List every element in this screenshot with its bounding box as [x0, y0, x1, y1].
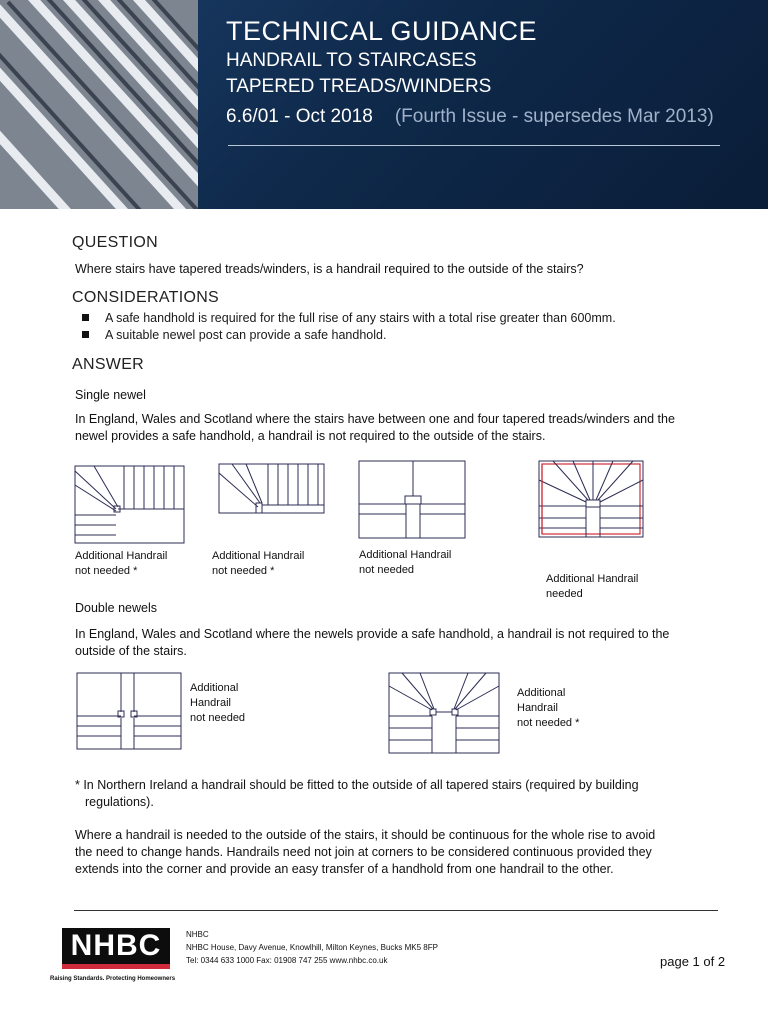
- page-number: page 1 of 2: [660, 954, 726, 969]
- footer-divider: [74, 910, 718, 911]
- stair-diagram-double-2: [388, 672, 502, 756]
- diagram-caption: Additional Handrail needed: [546, 573, 639, 600]
- stair-diagram-double-1: [76, 672, 184, 752]
- diagram-caption: Additional Handrail not needed: [359, 549, 452, 576]
- logo-tagline: Raising Standards. Protecting Homeowners: [50, 976, 176, 982]
- double-newels-heading: Double newels: [75, 601, 157, 615]
- consideration-item: A safe handhold is required for the full rise of any stairs with a total rise greater than 600mm.: [82, 310, 616, 327]
- diagram-caption: Additional Handrail not needed *: [517, 687, 580, 729]
- header-photo: [0, 0, 198, 209]
- footnote-text: * In Northern Ireland a handrail should be fitted to the outside of all tapered stairs (required by building regulations).: [75, 778, 639, 809]
- footer-address-block: [186, 928, 438, 967]
- diagram-caption: Additional Handrail not needed *: [75, 550, 168, 577]
- supersedes-note: (Fourth Issue - supersedes Mar 2013): [394, 106, 714, 127]
- footer-contact: Tel: 0344 633 1000 Fax: 01908 747 255 www.nhbc.co.uk: [186, 956, 388, 965]
- page-subtitle-1: HANDRAIL TO STAIRCASES: [226, 50, 477, 71]
- issue-line: [226, 104, 714, 130]
- diagram-caption: Additional Handrail not needed: [190, 682, 246, 724]
- answer-heading: ANSWER: [72, 356, 145, 373]
- footer-address: NHBC House, Davy Avenue, Knowlhill, Milton Keynes, Bucks MK5 8FP: [186, 943, 438, 952]
- closing-text: Where a handrail is needed to the outside of the stairs, it should be continuous for the whole rise to avoid the need to change hands. Handrails need not join at corners to be considered continuous provided they extends into the corner and provide an easy transfer of a handhold from one handrail to the other.: [75, 828, 656, 876]
- page-subtitle-2: TAPERED TREADS/WINDERS: [226, 76, 492, 97]
- double-newels-text: In England, Wales and Scotland where the newels provide a safe handhold, a handrail is not required to the outside of the stairs.: [75, 627, 670, 658]
- header-divider: [228, 145, 720, 146]
- header-text: [226, 14, 714, 130]
- footer-org: NHBC: [186, 930, 209, 939]
- header-banner: [0, 0, 768, 209]
- stair-diagram-single-1: [74, 465, 186, 545]
- nhbc-logo: NHBC: [62, 928, 170, 964]
- single-newel-text: In England, Wales and Scotland where the stairs have between one and four tapered treads/winders and the newel provides a safe handhold, a handrail is not required to the outside of the stairs.: [75, 412, 675, 443]
- diagram-caption: Additional Handrail not needed *: [212, 550, 305, 577]
- bullet-icon: [82, 314, 89, 321]
- logo-accent-bar: [62, 964, 170, 969]
- stair-diagram-single-3: [358, 460, 468, 540]
- question-heading: QUESTION: [72, 234, 158, 251]
- stair-diagram-single-2: [218, 463, 326, 515]
- issue-number: 6.6/01 - Oct 2018: [226, 106, 373, 127]
- question-text: Where stairs have tapered treads/winders, is a handrail required to the outside of the stairs?: [75, 262, 584, 276]
- consideration-item: A suitable newel post can provide a safe handhold.: [82, 327, 386, 344]
- single-newel-heading: Single newel: [75, 388, 146, 402]
- stair-diagram-single-4: [538, 460, 646, 540]
- considerations-heading: CONSIDERATIONS: [72, 289, 220, 306]
- bullet-icon: [82, 331, 89, 338]
- page-title: TECHNICAL GUIDANCE: [226, 16, 538, 46]
